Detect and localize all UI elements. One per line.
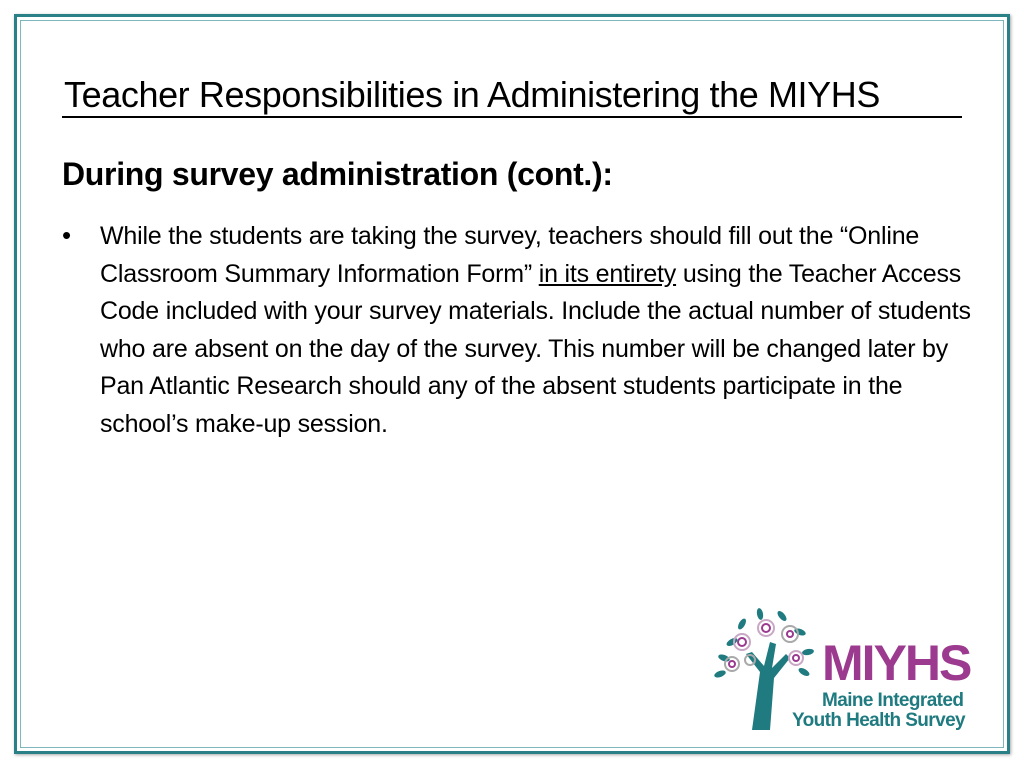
bullet-text-part2: using the Teacher Access Code included with your survey materials. Include the actual number of students who are absent on the day of the survey. This number will be changed later by Pan Atlantic Research should any of the absent students participate in the school’s make-up session. bbox=[100, 259, 971, 438]
miyhs-logo bbox=[712, 602, 982, 732]
bullet-text-part1: While the students are taking the survey, teachers should fill out the “Online Classroom Summary Information Form” bbox=[100, 222, 920, 288]
slide-title: Teacher Responsibilities in Administering the MIYHS bbox=[64, 74, 880, 115]
bullet-text-underlined: in its entirety bbox=[538, 259, 677, 288]
bullet-item bbox=[62, 218, 982, 443]
section-subtitle: During survey administration (cont.): bbox=[62, 156, 613, 192]
bullet-marker-icon: • bbox=[62, 220, 72, 250]
title-underline-rule bbox=[62, 116, 962, 118]
logo-tagline-line1: Maine Integrated bbox=[822, 690, 964, 711]
logo-tagline-line2: Youth Health Survey bbox=[792, 710, 966, 731]
bullet-text bbox=[100, 218, 982, 443]
logo-wordmark: MIYHS bbox=[822, 635, 971, 691]
